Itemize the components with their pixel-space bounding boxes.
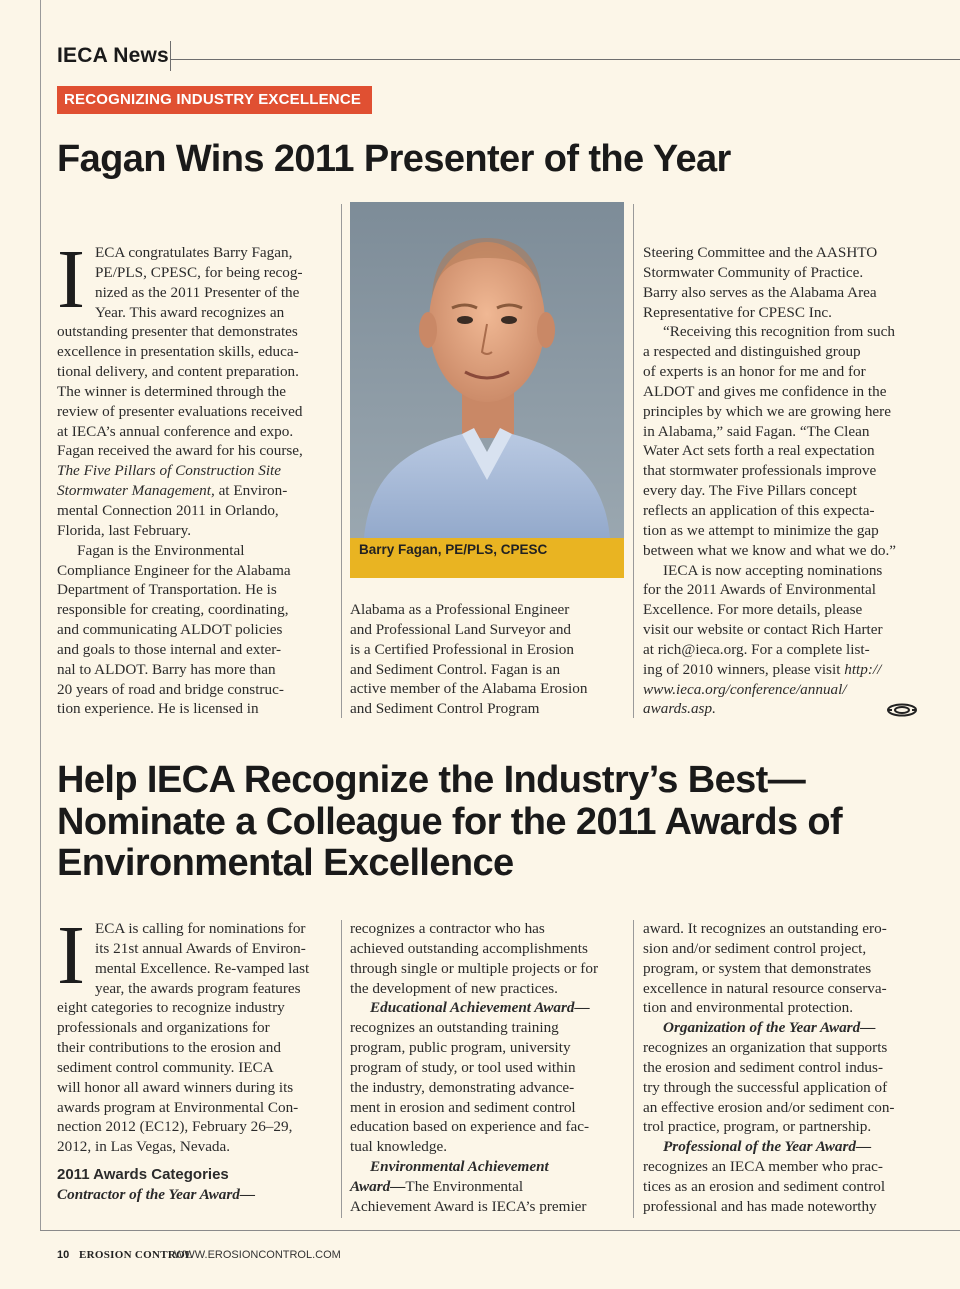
text-line: awards program at Environmental Con- <box>57 1098 299 1116</box>
text-line: professional and has made noteworthy <box>643 1197 877 1215</box>
categories-subhead: 2011 Awards Categories <box>57 1166 229 1184</box>
text-line: Compliance Engineer for the Alabama <box>57 561 291 579</box>
text-line: year, the awards program features <box>94 979 301 997</box>
text-line: Water Act sets forth a real expectation <box>643 442 875 460</box>
text-line: tion experience. He is licensed in <box>57 700 259 718</box>
award-name: Environmental Achievement <box>370 1158 549 1176</box>
text-line: 20 years of road and bridge construc- <box>57 680 284 698</box>
award-name: Award— <box>350 1177 406 1195</box>
drop-cap: I <box>57 233 85 326</box>
text-line: its 21st annual Awards of Environ- <box>94 939 306 957</box>
text-line: award. It recognizes an outstanding ero- <box>643 920 887 937</box>
text-line: try through the successful application of <box>643 1078 888 1096</box>
text-line: ment in erosion and sediment control <box>350 1098 576 1116</box>
text-line: the industry, demonstrating advance- <box>350 1078 575 1096</box>
text-line: sediment control community. IECA <box>57 1058 274 1076</box>
text-line: recognizes an IECA member who prac- <box>643 1158 883 1176</box>
text-line: excellence in natural resource conserva- <box>643 979 887 997</box>
text-line: Barry also serves as the Alabama Area <box>643 283 877 301</box>
text-line: mental Excellence. Re-vamped last <box>94 959 310 977</box>
text-line: recognizes a contractor who has <box>350 920 545 937</box>
text-line: the development of new practices. <box>350 979 558 997</box>
text-line: nection 2012 (EC12), February 26–29, <box>57 1118 293 1136</box>
publication-url[interactable]: WWW.EROSIONCONTROL.COM <box>174 1249 341 1261</box>
page-number: 10 <box>57 1249 70 1261</box>
publication-name: EROSION CONTROL <box>79 1249 193 1261</box>
text-line: mental Connection 2011 in Orlando, <box>57 501 279 519</box>
text-line: ALDOT and gives me confidence in the <box>643 382 887 400</box>
column-rule <box>633 920 634 1218</box>
text-line: will honor all award winners during its <box>57 1078 294 1096</box>
article-headline: Fagan Wins 2011 Presenter of the Year <box>57 138 731 180</box>
text-line: excellence in presentation skills, educa- <box>57 343 299 361</box>
text-line: Alabama as a Professional Engineer <box>350 601 570 618</box>
text-line: ECA congratulates Barry Fagan, <box>94 244 293 261</box>
text-line: eight categories to recognize industry <box>57 999 285 1017</box>
text-line: program of study, or tool used within <box>350 1058 576 1076</box>
text-line: tual knowledge. <box>350 1138 448 1156</box>
text-line: nized as the 2011 Presenter of the <box>94 283 300 301</box>
text-line: tion as we attempt to minimize the gap <box>643 521 879 539</box>
footer-rule <box>40 1230 960 1231</box>
text-line: nal to ALDOT. Barry has more than <box>57 660 276 678</box>
text-line: and Sediment Control. Fagan is an <box>350 660 561 678</box>
ieca-logo-mark-icon <box>886 702 918 723</box>
text-line: recognizes an outstanding training <box>350 1019 559 1037</box>
article2-column-2 <box>350 919 628 1217</box>
text-line: and goals to those internal and exter- <box>57 640 282 658</box>
header-divider <box>170 41 171 71</box>
text-line: “Receiving this recognition from such <box>663 323 895 341</box>
awards-link[interactable]: http:// <box>844 660 882 678</box>
text-line: outstanding presenter that demonstrates <box>57 323 298 341</box>
text-line: the erosion and sediment control indus- <box>643 1058 883 1076</box>
text-line: of experts is an honor for me and for <box>643 363 866 381</box>
text-line: The Environmental <box>405 1177 524 1195</box>
text-line: responsible for creating, coordinating, <box>57 601 289 619</box>
course-title: Stormwater Management, <box>57 482 215 500</box>
award-name: Contractor of the Year Award— <box>57 1185 256 1203</box>
photo-caption: Barry Fagan, PE/PLS, CPESC <box>359 542 548 557</box>
text-line: for the 2011 Awards of Environmental <box>643 581 876 599</box>
page-left-rule <box>40 0 41 1230</box>
text-line: visit our website or contact Rich Harter <box>643 621 883 639</box>
article2-column-1 <box>57 909 335 1205</box>
text-line: tices as an erosion and sediment control <box>643 1177 886 1195</box>
text-line: through single or multiple projects or for <box>350 959 599 977</box>
text-line: education based on experience and fac- <box>350 1118 590 1136</box>
award-name: Organization of the Year Award— <box>663 1019 876 1037</box>
text-line: The winner is determined through the <box>57 382 287 400</box>
text-line: Fagan received the award for his course, <box>57 442 303 460</box>
text-line: 2012, in Las Vegas, Nevada. <box>57 1138 231 1156</box>
kicker-text: RECOGNIZING INDUSTRY EXCELLENCE <box>64 91 362 108</box>
text-line: professionals and organizations for <box>57 1019 270 1037</box>
text-line: at Environ- <box>218 482 288 500</box>
text-line: trol practice, program, or partnership. <box>643 1118 872 1136</box>
text-line: Excellence. For more details, please <box>643 601 863 619</box>
course-title: The Five Pillars of Construction Site <box>57 462 282 480</box>
section-label: IECA News <box>57 44 169 67</box>
text-line: Stormwater Community of Practice. <box>643 263 864 281</box>
text-line: between what we know and what we do.” <box>643 541 897 559</box>
header-rule <box>170 59 960 60</box>
column-rule <box>633 204 634 718</box>
column-rule <box>341 920 342 1218</box>
text-line: ing of 2010 winners, please visit <box>643 660 841 678</box>
text-line: Florida, last February. <box>57 521 191 539</box>
article2-column-3 <box>643 919 925 1217</box>
text-line: and communicating ALDOT policies <box>57 621 283 639</box>
text-line: PE/PLS, CPESC, for being recog- <box>94 263 303 281</box>
text-line: achieved outstanding accomplishments <box>350 939 588 957</box>
text-line: principles by which we are growing here <box>643 402 891 420</box>
text-line: Fagan is the Environmental <box>77 541 245 559</box>
text-line: ECA is calling for nominations for <box>94 920 306 937</box>
text-line: program, public program, university <box>350 1039 571 1057</box>
text-line: an effective erosion and/or sediment con- <box>643 1098 895 1116</box>
text-line: at rich@ieca.org. For a complete list- <box>643 640 870 658</box>
text-line: Department of Transportation. He is <box>57 581 277 599</box>
drop-cap: I <box>57 909 85 1002</box>
text-line: Achievement Award is IECA’s premier <box>350 1197 587 1215</box>
award-name: Professional of the Year Award— <box>663 1138 872 1156</box>
text-line: is a Certified Professional in Erosion <box>350 640 574 658</box>
text-line: that stormwater professionals improve <box>643 462 877 480</box>
article1-column-1 <box>57 233 335 719</box>
award-name: Educational Achievement Award— <box>370 999 590 1017</box>
portrait-illustration <box>350 202 624 538</box>
text-line: tion and environmental protection. <box>643 999 854 1017</box>
article1-column-2 <box>350 600 626 719</box>
column-rule <box>341 204 342 718</box>
portrait-photo <box>350 202 624 538</box>
text-line: every day. The Five Pillars concept <box>643 482 857 500</box>
text-line: Year. This award recognizes an <box>94 303 285 321</box>
text-line: their contributions to the erosion and <box>57 1039 281 1057</box>
text-line: a respected and distinguished group <box>643 343 861 361</box>
text-line: tional delivery, and content preparation. <box>57 363 299 381</box>
text-line: reflects an application of this expecta- <box>643 501 875 519</box>
text-line: in Alabama,” said Fagan. “The Clean <box>643 422 870 440</box>
article1-column-3 <box>643 243 923 719</box>
text-line: IECA is now accepting nominations <box>663 561 883 579</box>
awards-link[interactable]: awards.asp. <box>643 700 716 718</box>
text-line: Steering Committee and the AASHTO <box>643 244 878 261</box>
text-line: Representative for CPESC Inc. <box>643 303 832 321</box>
text-line: and Sediment Control Program <box>350 700 540 718</box>
awards-link[interactable]: www.ieca.org/conference/annual/ <box>643 680 847 698</box>
text-line: and Professional Land Surveyor and <box>350 620 572 638</box>
text-line: active member of the Alabama Erosion <box>350 680 588 698</box>
text-line: review of presenter evaluations received <box>57 402 303 420</box>
text-line: program, or system that demonstrates <box>643 959 872 977</box>
text-line: sion and/or sediment control project, <box>643 939 867 957</box>
article-headline: Help IECA Recognize the Industry’s Best—Nominate a Colleague for the 2011 Awards of Environmental Excellence <box>57 759 843 884</box>
text-line: at IECA’s annual conference and expo. <box>57 422 294 440</box>
text-line: recognizes an organization that supports <box>643 1039 888 1057</box>
